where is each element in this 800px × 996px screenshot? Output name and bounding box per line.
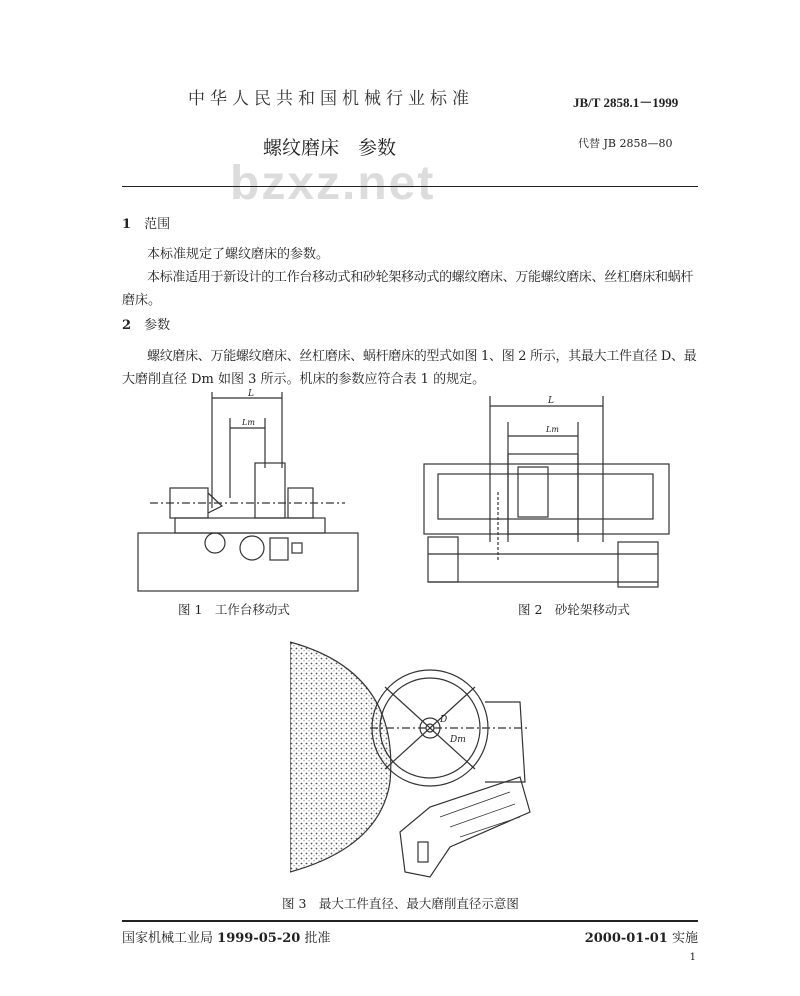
section-1-heading xyxy=(122,213,170,236)
figure-3-caption: 图 3 最大工件直径、最大磨削直径示意图 xyxy=(282,896,519,911)
figure-2-drawing xyxy=(418,392,678,592)
paragraph: 大磨削直径 Dm 如图 3 所示。机床的参数应符合表 1 的规定。 xyxy=(122,372,486,387)
document-title: 螺纹磨床 参数 xyxy=(263,137,397,159)
section-2-heading xyxy=(122,314,170,337)
header-rule xyxy=(122,186,698,187)
dimension-label-L: L xyxy=(248,389,254,399)
figure-1-drawing xyxy=(130,388,370,598)
section-number: 2 xyxy=(122,318,132,333)
approval-info xyxy=(122,927,330,950)
dimension-label-Lm: Lm xyxy=(546,425,559,434)
section-title: 范围 xyxy=(144,217,171,232)
effective-info xyxy=(585,927,698,950)
dimension-label-Lm: Lm xyxy=(242,418,255,427)
section-title: 参数 xyxy=(144,318,171,333)
footer-rule xyxy=(122,920,698,922)
dimension-label-D: D xyxy=(440,715,448,725)
approval-date: 1999-05-20 xyxy=(217,931,301,946)
page-number: 1 xyxy=(689,952,696,963)
paragraph: 本标准规定了螺纹磨床的参数。 xyxy=(147,247,330,262)
approval-label: 批准 xyxy=(304,931,331,946)
figure-3-drawing xyxy=(290,632,550,882)
replaces-note: 代替 JB 2858—80 xyxy=(578,137,673,150)
paragraph: 螺纹磨床、万能螺纹磨床、丝杠磨床、蜗杆磨床的型式如图 1、图 2 所示，其最大工件直径 D、最 xyxy=(147,349,697,364)
paragraph: 本标准适用于新设计的工作台移动式和砂轮架移动式的螺纹磨床、万能螺纹磨床、丝杠磨床和蜗杆 xyxy=(147,270,694,285)
standard-number: JB/T 2858.1－1999 xyxy=(573,95,679,110)
approving-authority: 国家机械工业局 xyxy=(122,931,214,946)
dimension-label-L: L xyxy=(548,396,554,406)
effective-date: 2000-01-01 xyxy=(584,931,668,946)
effective-label: 实施 xyxy=(671,931,698,946)
figure-1-caption: 图 1 工作台移动式 xyxy=(178,602,290,617)
dimension-label-Dm: Dm xyxy=(450,735,466,745)
paragraph: 磨床。 xyxy=(122,293,162,308)
figure-2-caption: 图 2 砂轮架移动式 xyxy=(518,602,630,617)
watermark: bzxz.net xyxy=(230,157,436,210)
standard-title: 中华人民共和国机械行业标准 xyxy=(188,89,474,109)
section-number: 1 xyxy=(122,217,132,232)
